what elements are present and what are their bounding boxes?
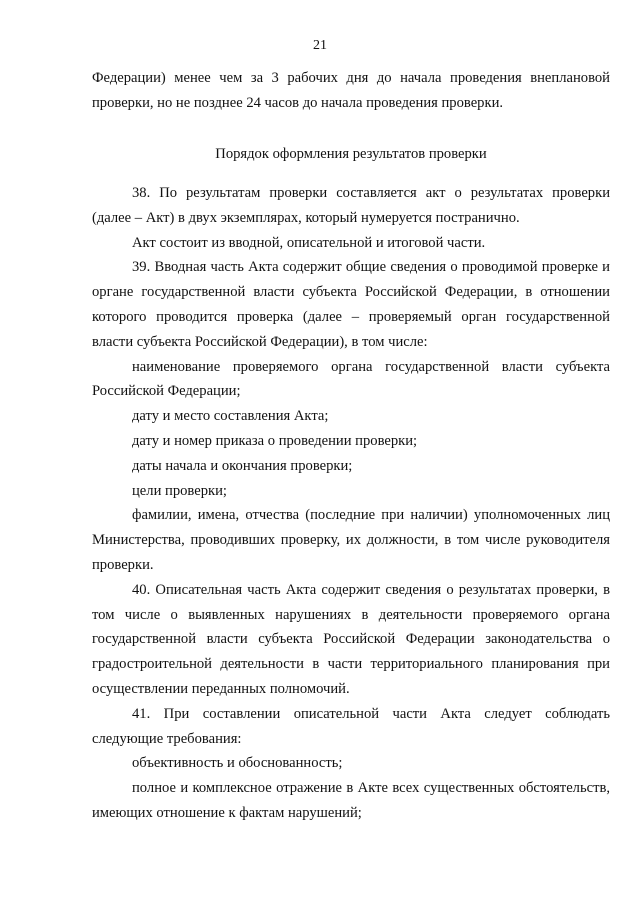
paragraph-41: 41. При составлении описательной части Акта следует соблюдать следующие требования: <box>92 705 610 747</box>
page-number: 21 <box>313 38 327 53</box>
paragraph-39: 39. Вводная часть Акта содержит общие сведения о проводимой проверке и органе государственной власти субъекта Российской Федерации, в отношении которого проводится проверка (далее – проверяемый орган государственной власти субъекта Российской Федерации), в том числе: <box>92 259 610 350</box>
heading-block <box>92 142 610 167</box>
paragraph-act-parts: Акт состоит из вводной, описательной и итоговой части. <box>132 234 486 251</box>
paragraph-40: 40. Описательная часть Акта содержит сведения о результатах проверки, в том числе о выявленных нарушениях в деятельности проверяемого органа государственной власти субъекта Российской Федерации законодательства о градостроительной деятельности в части территориального планирования при осуществлении переданных полномочий. <box>92 581 610 697</box>
list-item-order: дату и номер приказа о проведении проверки; <box>132 432 418 449</box>
list-item-date-place: дату и место составления Акта; <box>132 408 329 425</box>
list-item-full-reflection: полное и комплексное отражение в Акте всех существенных обстоятельств, имеющих отношение к фактам нарушений; <box>92 780 610 821</box>
intro-block <box>92 66 610 116</box>
section-heading: Порядок оформления результатов проверки <box>215 146 487 162</box>
list-item-goals: цели проверки; <box>132 482 227 499</box>
list-item-organ-name: наименование проверяемого органа государственной власти субъекта Российской Федерации; <box>92 358 610 400</box>
list-item-persons: фамилии, имена, отчества (последние при наличии) уполномоченных лиц Министерства, проводивших проверку, их должности, в том числе руководителя проверки. <box>92 507 610 573</box>
paragraph-38: 38. По результатам проверки составляется акт о результатах проверки (далее – Акт) в двух экземплярах, который нумеруется постранично. <box>92 185 610 226</box>
list-item-dates: даты начала и окончания проверки; <box>132 457 353 474</box>
intro-paragraph: Федерации) менее чем за 3 рабочих дня до начала проведения внеплановой проверки, но не позднее 24 часов до начала проведения проверки. <box>92 70 610 111</box>
list-item-objectivity: объективность и обоснованность; <box>132 755 343 772</box>
body-block <box>92 181 610 826</box>
